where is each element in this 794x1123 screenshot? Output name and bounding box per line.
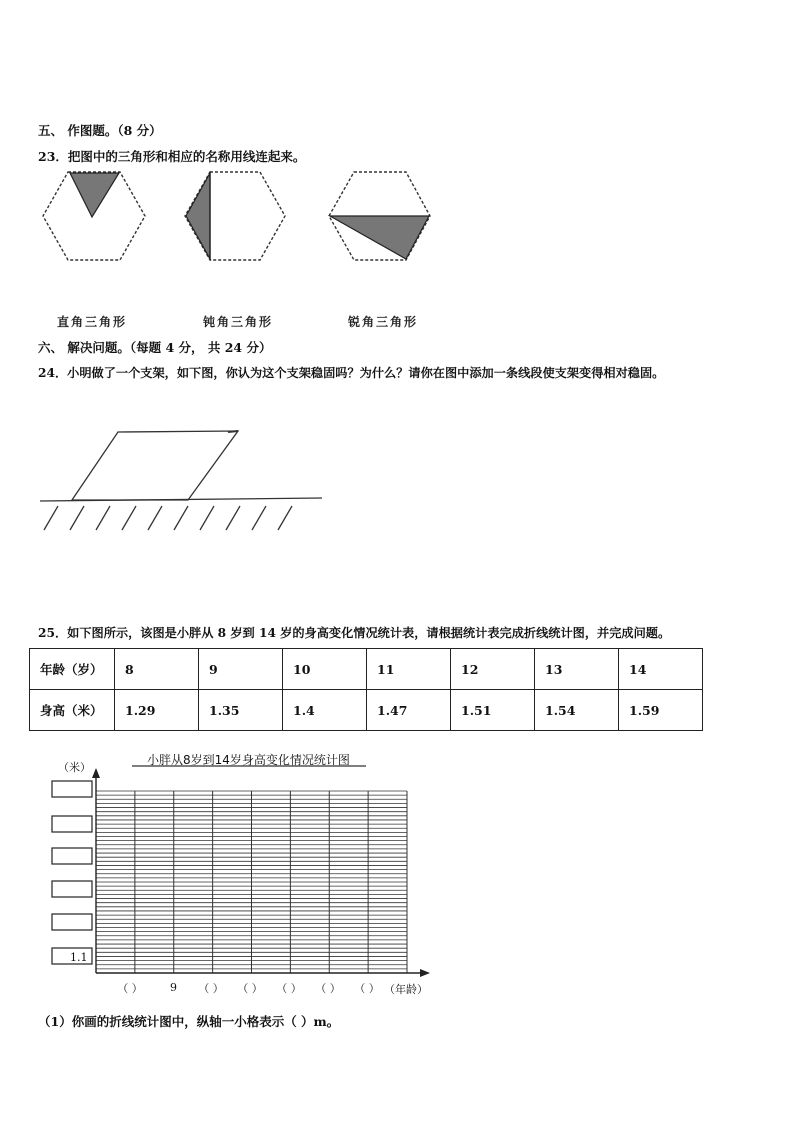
label-obtuse-triangle: 钝角三角形 [203, 315, 274, 329]
x-blank-label: （ ） [117, 982, 143, 995]
table-cell: 1.51 [451, 690, 535, 731]
table-cell: 8 [115, 649, 199, 690]
table-cell: 13 [535, 649, 619, 690]
hexagon-3-triangle [330, 216, 429, 259]
section-six-title: 六、 解决问题。（每题 4 分， 共 24 分） [38, 340, 272, 355]
question-25-sub1: （1）你画的折线统计图中，纵轴一小格表示（ ）m。 [38, 1014, 340, 1029]
table-row [30, 649, 703, 690]
section-five-title: 五、 作图题。（8 分） [38, 123, 162, 138]
table-cell: 年龄（岁） [30, 649, 115, 690]
question-25-text: 25．如下图所示，该图是小胖从 8 岁到 14 岁的身高变化情况统计表，请根据统计表完成折线统计图，并完成问题。 [38, 626, 671, 640]
y-value-box [52, 848, 92, 864]
support-figure [40, 431, 322, 530]
chart-x-tick: 9 [170, 981, 177, 994]
table-cell: 1.59 [619, 690, 703, 731]
x-blank-label: （ ） [354, 982, 380, 995]
chart-y-tick: 1.1 [70, 951, 88, 964]
y-value-box [52, 914, 92, 930]
table-row [30, 690, 703, 731]
hexagon-2-triangle [186, 173, 210, 259]
chart-title: 小胖从8岁到14岁身高变化情况统计图 [147, 753, 350, 767]
table-cell: 9 [199, 649, 283, 690]
hexagon-1 [43, 172, 145, 260]
table-cell: 12 [451, 649, 535, 690]
chart-xlabel: （年龄） [384, 983, 428, 996]
x-blank-label: （ ） [276, 982, 302, 995]
table-cell: 1.47 [367, 690, 451, 731]
label-acute-triangle: 锐角三角形 [348, 315, 419, 329]
question-23-text: 23．把图中的三角形和相应的名称用线连起来。 [38, 149, 306, 164]
y-value-box [52, 881, 92, 897]
table-cell: 14 [619, 649, 703, 690]
table-cell: 10 [283, 649, 367, 690]
table-cell: 1.54 [535, 690, 619, 731]
table-cell: 1.29 [115, 690, 199, 731]
hexagon-2 [185, 172, 285, 260]
y-value-box [52, 816, 92, 832]
table-cell: 1.4 [283, 690, 367, 731]
hexagon-3 [329, 172, 430, 260]
x-blank-label: （ ） [315, 982, 341, 995]
x-blank-label: （ ） [198, 982, 224, 995]
x-blank-label: （ ） [237, 982, 263, 995]
x-axis-arrow [420, 969, 430, 977]
table-cell: 身高（米） [30, 690, 115, 731]
table-cell: 1.35 [199, 690, 283, 731]
chart-ylabel: （米） [58, 761, 91, 774]
hexagon-1-triangle [70, 173, 119, 217]
height-stats-table [29, 648, 703, 731]
question-24-text: 24．小明做了一个支架，如下图，你认为这个支架稳固吗？为什么？请你在图中添加一条线段使支架变得相对稳固。 [38, 366, 665, 380]
y-axis-arrow [92, 768, 100, 778]
y-value-box [52, 781, 92, 797]
table-cell: 11 [367, 649, 451, 690]
label-right-triangle: 直角三角形 [57, 315, 128, 329]
